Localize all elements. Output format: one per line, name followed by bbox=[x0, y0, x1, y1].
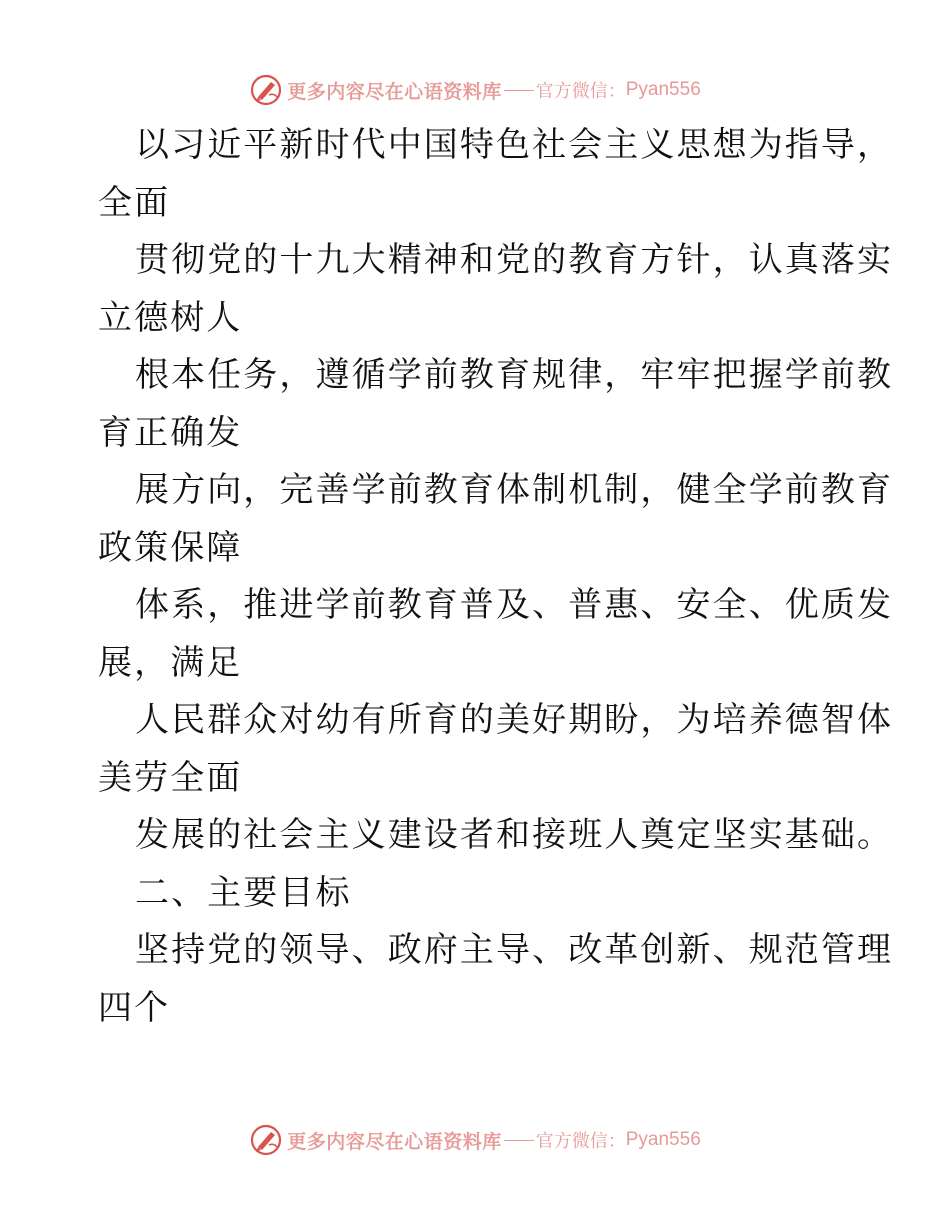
watermark-sub-text: 官方微信： bbox=[535, 81, 626, 102]
text-line: 展，满足 bbox=[98, 642, 243, 683]
text-line: 立德树人 bbox=[98, 297, 243, 338]
text-line: 发展的社会主义建设者和接班人奠定坚实基础。 bbox=[135, 815, 894, 855]
pen-logo-icon bbox=[249, 1123, 283, 1157]
text-line: 坚持党的领导、政府主导、改革创新、规范管理 bbox=[135, 930, 894, 970]
watermark-dash bbox=[504, 1140, 534, 1141]
watermark-main-text: 更多内容尽在心语资料库 bbox=[287, 80, 502, 103]
watermark-dash bbox=[504, 90, 534, 91]
document-body bbox=[98, 117, 894, 1037]
text-line: 政策保障 bbox=[98, 527, 243, 568]
text-line: 四个 bbox=[98, 987, 171, 1028]
text-line: 人民群众对幼有所育的美好期盼，为培养德智体 bbox=[135, 700, 894, 740]
text-line: 贯彻党的十九大精神和党的教育方针，认真落实 bbox=[135, 240, 894, 280]
watermark-main-text: 更多内容尽在心语资料库 bbox=[287, 1130, 502, 1153]
watermark-contact: Pyan556 bbox=[625, 1129, 701, 1150]
section-heading: 二、主要目标 bbox=[135, 872, 352, 913]
text-line: 以习近平新时代中国特色社会主义思想为指导， bbox=[135, 125, 894, 165]
text-line: 根本任务，遵循学前教育规律，牢牢把握学前教 bbox=[135, 355, 894, 395]
text-line: 育正确发 bbox=[98, 412, 243, 453]
text-line: 体系，推进学前教育普及、普惠、安全、优质发 bbox=[135, 585, 894, 625]
text-line: 展方向，完善学前教育体制机制，健全学前教育 bbox=[135, 470, 894, 510]
text-line: 全面 bbox=[98, 182, 171, 223]
text-line: 美劳全面 bbox=[98, 757, 243, 798]
pen-logo-icon bbox=[249, 73, 283, 107]
watermark-contact: Pyan556 bbox=[625, 79, 701, 100]
header-watermark bbox=[0, 70, 950, 110]
footer-watermark bbox=[0, 1120, 950, 1160]
watermark-sub-text: 官方微信： bbox=[535, 1131, 626, 1152]
